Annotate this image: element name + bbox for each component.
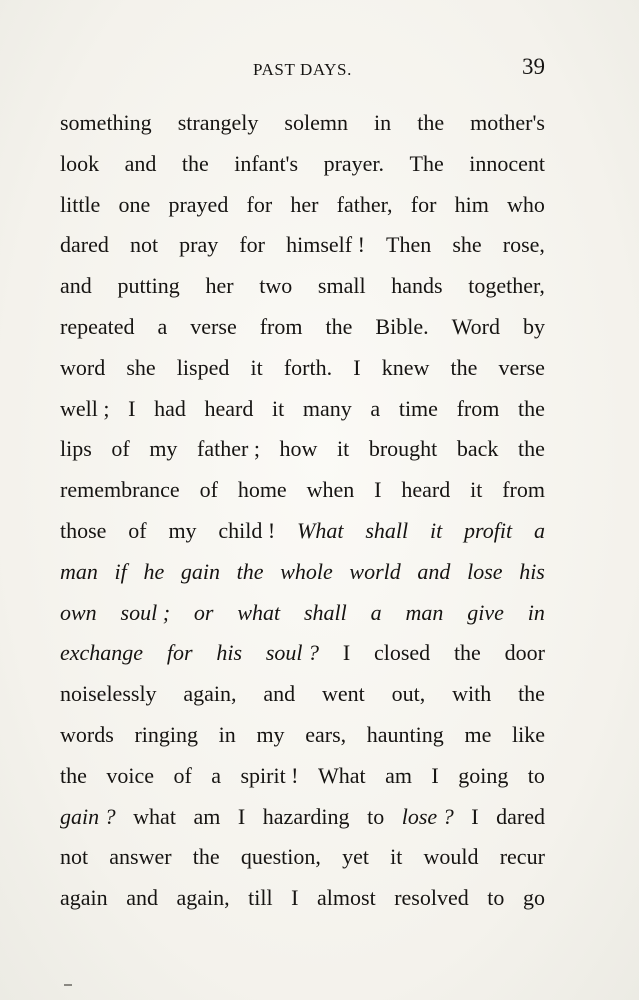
word: repeated <box>60 313 135 339</box>
text-line <box>60 593 545 634</box>
word: going <box>458 762 509 788</box>
word: am <box>385 762 412 788</box>
word: back <box>456 436 499 462</box>
word: mother's <box>470 110 545 135</box>
italic-word: or <box>193 599 214 625</box>
word: Bible. <box>375 313 429 339</box>
text-line <box>60 185 545 226</box>
text-line <box>60 837 545 878</box>
word: go <box>522 885 545 911</box>
word: words <box>60 721 114 747</box>
word: not <box>60 844 89 870</box>
word: had <box>154 395 186 421</box>
word: innocent <box>469 150 545 176</box>
word: I <box>291 885 299 911</box>
italic-word: lose ? <box>401 803 454 829</box>
word: two <box>259 273 293 299</box>
word: strangely <box>177 110 259 135</box>
italic-word: world <box>349 558 401 584</box>
word: of <box>128 517 147 543</box>
word: her <box>205 273 234 299</box>
word: the <box>60 762 87 788</box>
italic-word: soul ; <box>120 599 171 625</box>
word: prayed <box>168 191 229 217</box>
text-line <box>60 144 545 185</box>
word: yet <box>342 844 369 870</box>
word: The <box>409 150 444 176</box>
word: like <box>512 721 545 747</box>
word: a <box>370 395 381 421</box>
word: for <box>239 232 266 258</box>
text-line <box>60 552 545 593</box>
italic-word: What <box>297 517 344 543</box>
word: of <box>173 762 192 788</box>
word: Then <box>386 232 432 258</box>
word: heard <box>204 395 254 421</box>
word: knew <box>381 354 430 380</box>
word: father ; <box>197 436 260 462</box>
word: ears, <box>305 721 347 747</box>
word: till <box>248 885 273 911</box>
word: her <box>290 191 319 217</box>
word: from <box>259 313 303 339</box>
word: resolved <box>394 885 469 911</box>
word: lips <box>60 436 92 462</box>
word: question, <box>240 844 321 870</box>
word: and <box>263 681 296 707</box>
word: the <box>181 150 209 176</box>
italic-word: gain ? <box>60 803 116 829</box>
signature-mark <box>64 984 72 986</box>
word: answer <box>109 844 172 870</box>
word: the <box>518 681 545 707</box>
word: heard <box>401 477 451 503</box>
word: brought <box>368 436 438 462</box>
italic-word: it <box>429 517 443 543</box>
word: What <box>317 762 366 788</box>
word: she <box>452 232 482 258</box>
word: out, <box>391 681 426 707</box>
word: I <box>471 803 479 829</box>
word: I <box>128 395 136 421</box>
word: the <box>325 313 353 339</box>
word: me <box>464 721 492 747</box>
italic-word: man <box>60 558 98 584</box>
word: look <box>60 150 100 176</box>
word: remembrance <box>60 477 180 503</box>
word: noiselessly <box>60 681 157 707</box>
word: it <box>337 436 350 462</box>
word: pray <box>179 232 219 258</box>
word: to <box>367 803 385 829</box>
word: verse <box>498 354 545 380</box>
text-line <box>60 715 545 756</box>
word: my <box>149 436 178 462</box>
word: it <box>470 477 483 503</box>
text-line <box>60 266 545 307</box>
running-title: PAST DAYS. <box>253 60 352 79</box>
italic-word: and <box>417 558 451 584</box>
word: lisped <box>176 354 230 380</box>
word: home <box>237 477 287 503</box>
word: almost <box>317 885 376 911</box>
word: word <box>60 354 106 380</box>
word: the <box>518 436 545 462</box>
page-number: 39 <box>522 54 545 79</box>
word: I <box>237 803 246 829</box>
word: would <box>423 844 479 870</box>
word: it <box>272 395 285 421</box>
italic-word: lose <box>467 558 503 584</box>
word: went <box>322 681 365 707</box>
word: spirit ! <box>240 762 299 788</box>
word: Word <box>451 313 500 339</box>
word: father, <box>336 191 393 217</box>
word: when <box>306 477 355 503</box>
word: from <box>456 395 500 421</box>
word: a <box>211 762 221 788</box>
word: I <box>353 354 361 380</box>
italic-word: his <box>216 640 243 666</box>
italic-word: if <box>114 558 127 584</box>
italic-word: in <box>527 599 545 625</box>
text-line <box>60 470 545 511</box>
word: with <box>452 681 492 707</box>
word: to <box>487 885 505 911</box>
word: hands <box>391 273 443 299</box>
word: something <box>60 110 152 135</box>
word: and <box>126 885 158 911</box>
italic-word: shall <box>365 517 409 543</box>
text-line <box>60 103 545 144</box>
word: and <box>60 273 92 299</box>
italic-word: own <box>60 599 97 625</box>
word: she <box>126 354 156 380</box>
word: small <box>317 273 366 299</box>
word: verse <box>190 313 237 339</box>
word: my <box>168 517 197 543</box>
word: how <box>279 436 318 462</box>
word: well ; <box>60 395 110 421</box>
word: together, <box>468 273 545 299</box>
word: the <box>453 640 481 666</box>
italic-word: a <box>370 599 382 625</box>
word: the <box>192 844 220 870</box>
italic-word: the <box>236 558 264 584</box>
word: the <box>517 395 545 421</box>
word: from <box>502 477 545 503</box>
word: prayer. <box>323 150 385 176</box>
word: my <box>256 721 285 747</box>
word: who <box>507 191 545 217</box>
italic-word: profit <box>464 517 513 543</box>
text-line <box>60 674 545 715</box>
word: the <box>450 354 478 380</box>
word: not <box>129 232 159 258</box>
word: in <box>374 110 392 135</box>
word: I <box>374 477 382 503</box>
word: by <box>522 313 545 339</box>
word: time <box>398 395 438 421</box>
word: infant's <box>234 150 299 176</box>
word: child ! <box>218 517 276 543</box>
word: forth. <box>283 354 333 380</box>
word: closed <box>373 640 431 666</box>
italic-word: a <box>533 517 545 543</box>
word: for <box>246 191 273 217</box>
word: door <box>504 640 545 666</box>
text-line <box>60 511 545 552</box>
text-line <box>60 797 545 838</box>
running-head <box>60 54 545 86</box>
italic-word: gain <box>180 558 220 584</box>
italic-word: man <box>405 599 444 625</box>
word: dared <box>60 232 109 258</box>
word: recur <box>499 844 545 870</box>
italic-word: his <box>519 558 545 584</box>
italic-word: soul ? <box>265 640 320 666</box>
text-line <box>60 389 545 430</box>
text-line <box>60 756 545 797</box>
word: of <box>111 436 130 462</box>
body-text <box>60 103 545 919</box>
italic-word: exchange <box>60 640 144 666</box>
italic-word: give <box>467 599 504 625</box>
word: I <box>342 640 351 666</box>
word: of <box>199 477 218 503</box>
word: it <box>390 844 403 870</box>
word: again <box>60 885 108 911</box>
text-line <box>60 348 545 389</box>
word: what <box>133 803 176 829</box>
word: to <box>527 762 545 788</box>
word: I <box>431 762 439 788</box>
text-line <box>60 878 545 919</box>
word: for <box>410 191 437 217</box>
word: solemn <box>284 110 348 135</box>
word: rose, <box>502 232 545 258</box>
italic-word: what <box>237 599 281 625</box>
word: am <box>193 803 221 829</box>
word: putting <box>117 273 180 299</box>
word: little <box>60 191 101 217</box>
word: voice <box>106 762 154 788</box>
word: in <box>218 721 236 747</box>
word: one <box>118 191 151 217</box>
word: dared <box>496 803 545 829</box>
text-line <box>60 429 545 470</box>
text-line <box>60 225 545 266</box>
word: hazarding <box>262 803 350 829</box>
word: a <box>157 313 168 339</box>
word: and <box>124 150 157 176</box>
text-line <box>60 307 545 348</box>
word: himself ! <box>286 232 365 258</box>
italic-word: shall <box>303 599 347 625</box>
word: the <box>417 110 445 135</box>
italic-word: whole <box>280 558 333 584</box>
text-line <box>60 633 545 674</box>
italic-word: for <box>166 640 193 666</box>
word: many <box>302 395 352 421</box>
italic-word: he <box>143 558 165 584</box>
word: those <box>60 517 107 543</box>
word: him <box>454 191 489 217</box>
word: again, <box>183 681 237 707</box>
word: ringing <box>134 721 198 747</box>
word: it <box>250 354 263 380</box>
word: haunting <box>366 721 444 747</box>
word: again, <box>176 885 230 911</box>
